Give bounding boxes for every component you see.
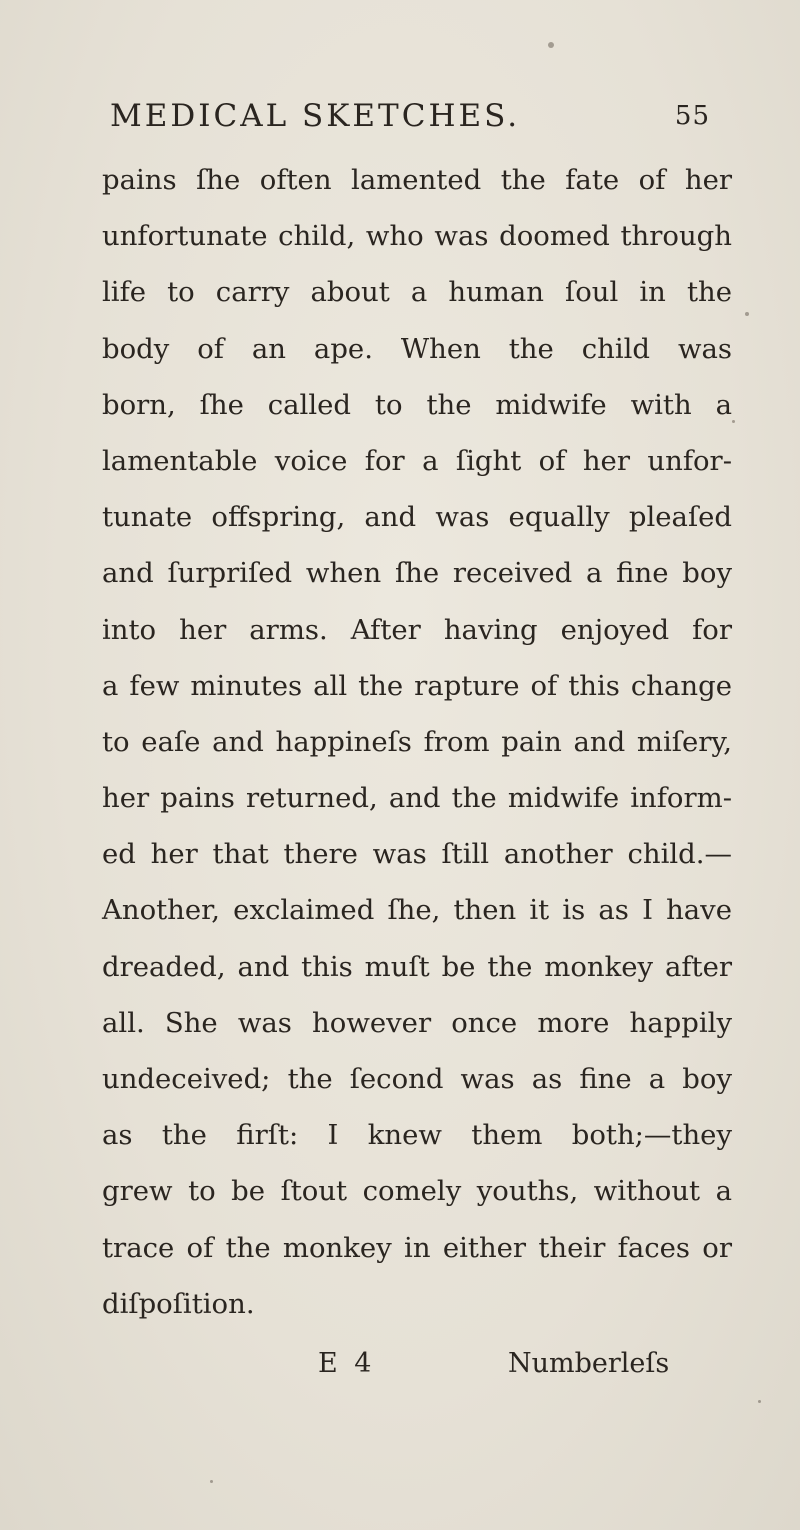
text-line: grew to be ſtout comely youths, without a <box>102 1175 732 1208</box>
text-line: a few minutes all the rapture of this change <box>102 669 732 702</box>
text-line: trace of the monkey in either their faces or <box>102 1231 732 1264</box>
text-line: born, ſhe called to the midwife with a <box>102 388 732 421</box>
text-line: diſpoſition. <box>102 1287 255 1320</box>
text-line: ed her that there was ſtill another child.— <box>102 838 732 871</box>
paper-speck <box>758 1400 761 1403</box>
text-line: body of an ape. When the child was <box>102 332 732 365</box>
text-line: undeceived; the ſecond was as fine a boy <box>102 1063 732 1095</box>
page-header <box>110 98 710 144</box>
text-line: tunate offspring, and was equally pleaſed <box>102 501 732 534</box>
signature-mark: E 4 <box>318 1348 376 1379</box>
text-line: dreaded, and this muſt be the monkey after <box>102 950 732 983</box>
page-footer <box>0 1348 800 1398</box>
text-line: into her arms. After having enjoyed for <box>102 613 732 646</box>
body-text <box>102 152 732 1332</box>
text-line: pains ſhe often lamented the fate of her <box>102 164 732 196</box>
paper-speck <box>732 420 735 423</box>
text-line: as the firſt: I knew them both;—they <box>102 1119 732 1152</box>
text-line: lamentable voice for a ſight of her unfor- <box>102 444 732 477</box>
text-line: life to carry about a human ſoul in the <box>102 276 732 309</box>
text-line: and ſurpriſed when ſhe received a fine boy <box>102 557 732 590</box>
text-line: to eaſe and happineſs from pain and miſery, <box>102 725 732 758</box>
paper-speck <box>548 42 554 48</box>
text-line: Another, exclaimed ſhe, then it is as I have <box>102 894 732 927</box>
paper-speck <box>745 312 749 316</box>
page-number: 55 <box>674 101 710 131</box>
text-line: all. She was however once more happily <box>102 1006 732 1039</box>
text-line: her pains returned, and the midwife inform- <box>102 782 732 815</box>
text-line: unfortunate child, who was doomed through <box>102 220 732 253</box>
running-head: MEDICAL SKETCHES. <box>110 98 521 134</box>
catchword: Numberleſs <box>508 1348 670 1379</box>
paper-speck <box>210 1480 213 1483</box>
